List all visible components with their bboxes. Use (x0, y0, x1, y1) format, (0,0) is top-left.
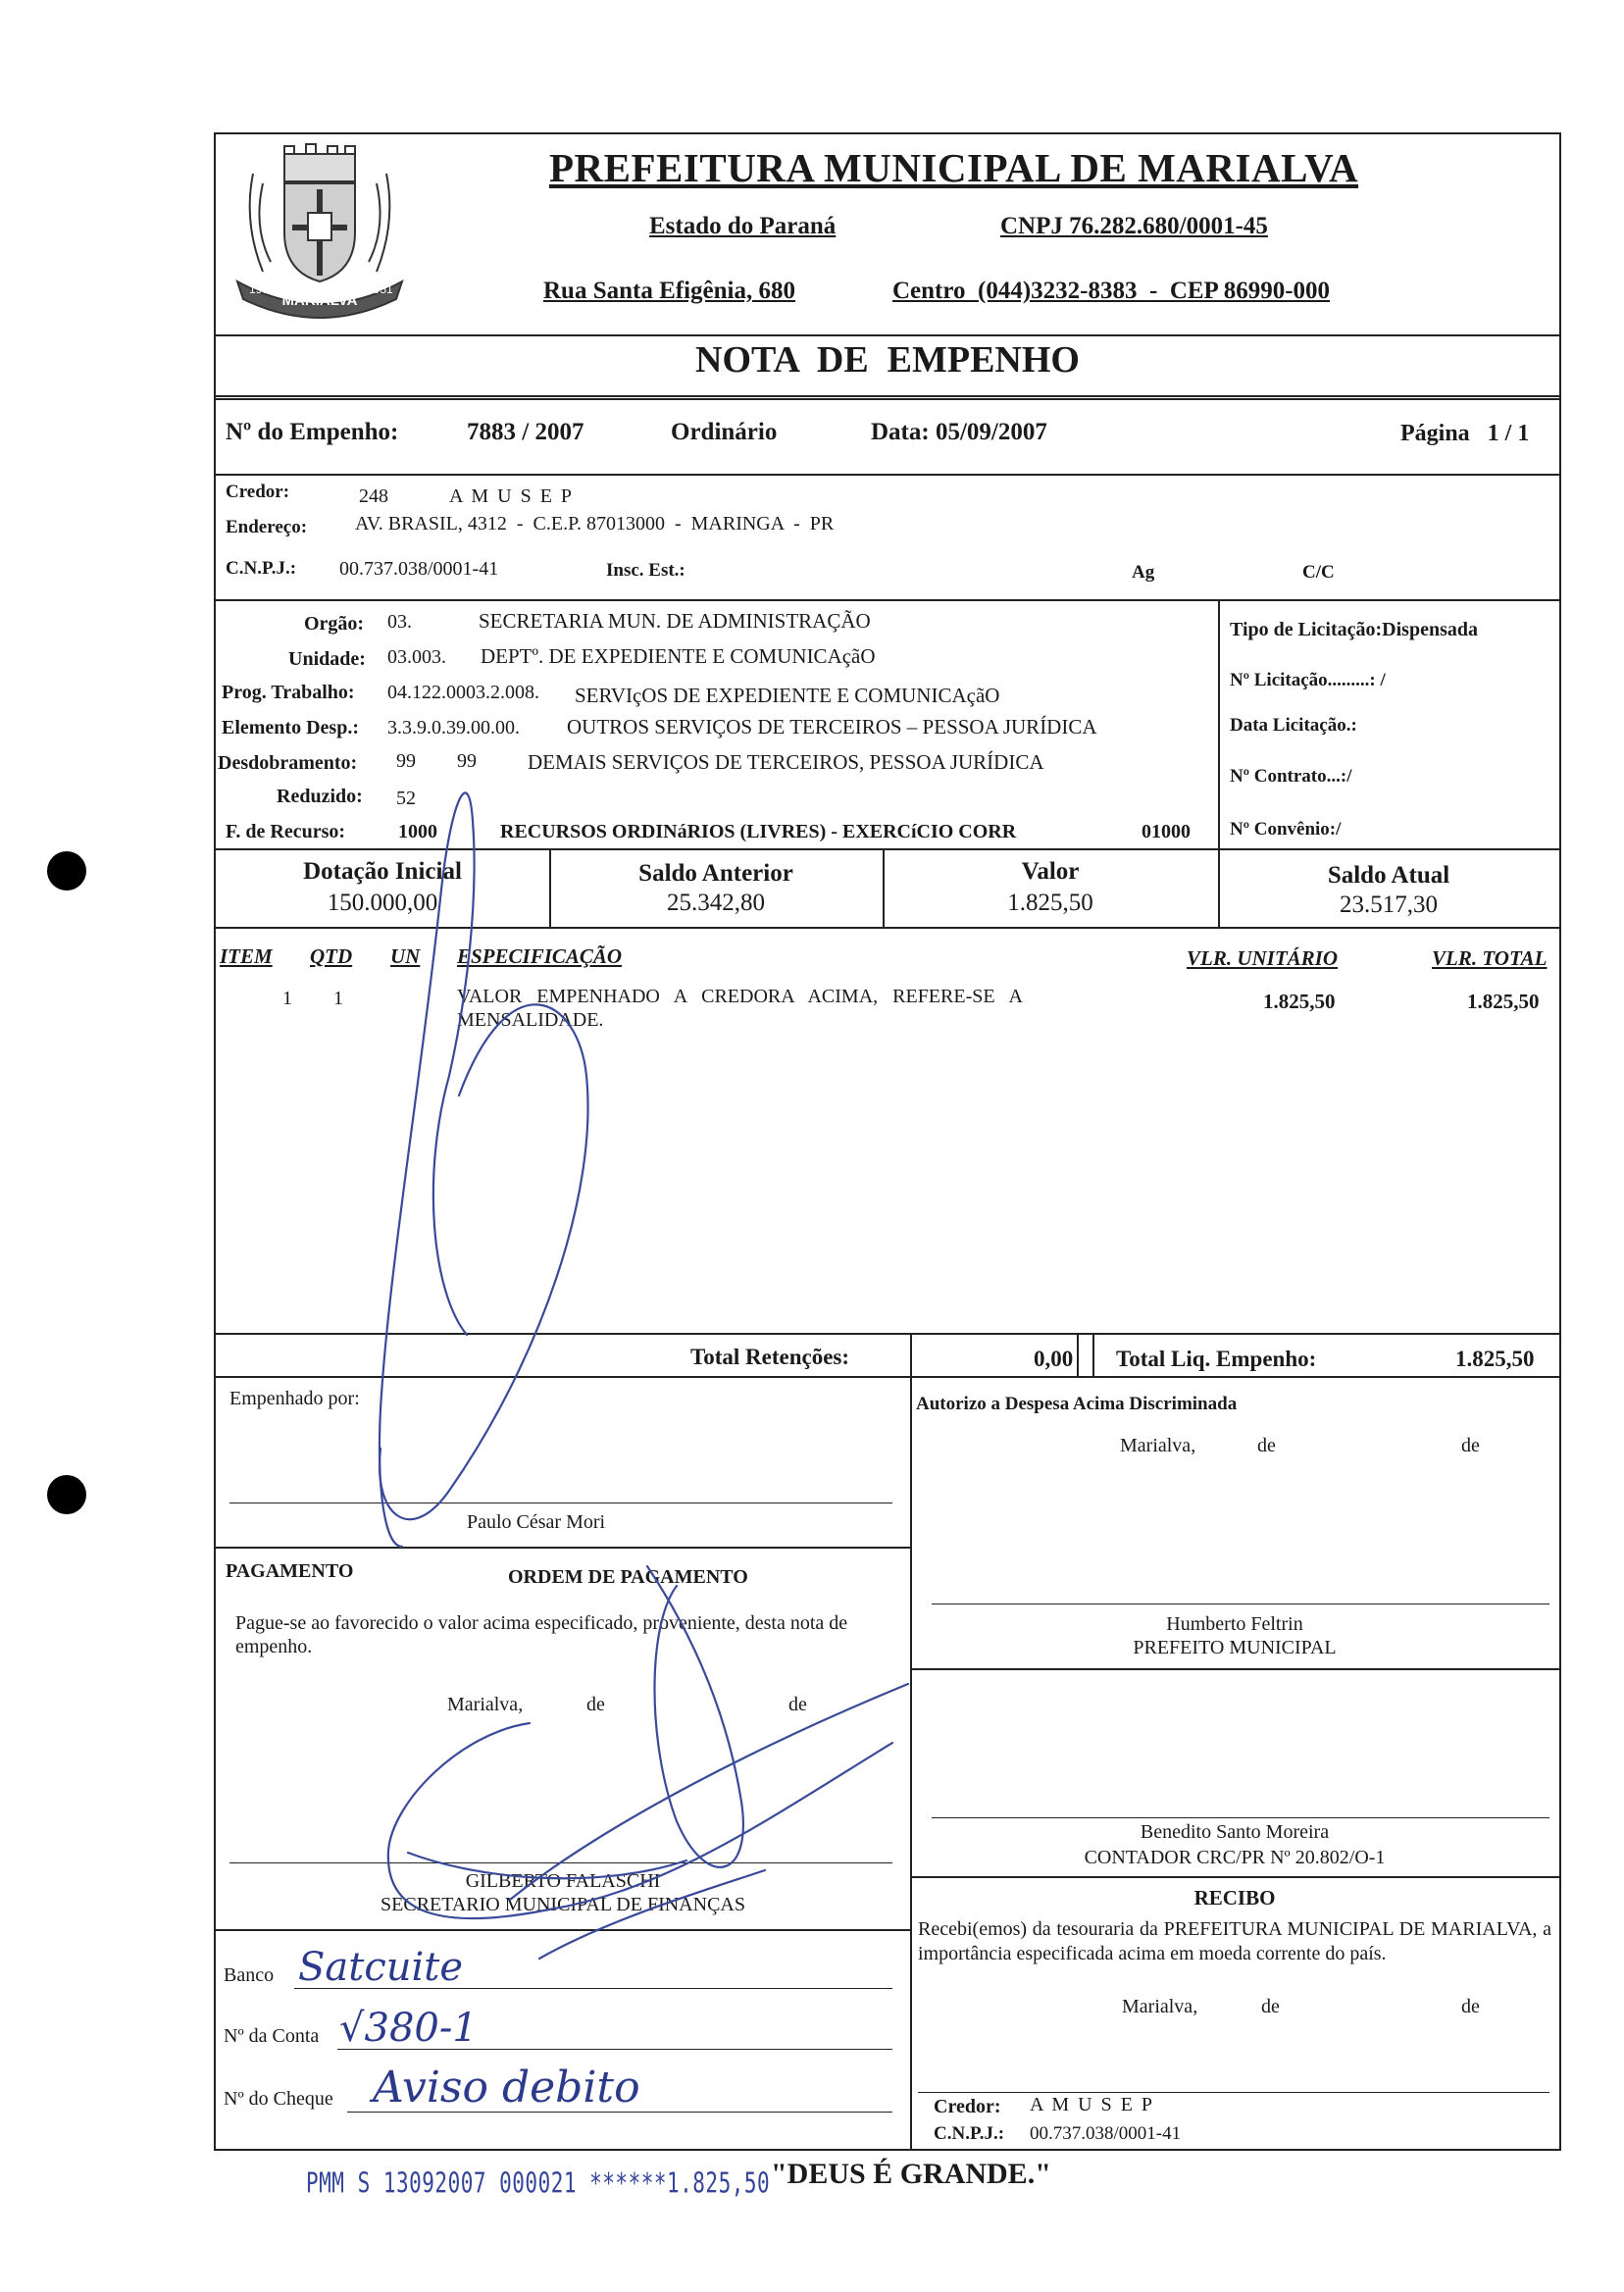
crest-banner-text: MARIALVA (281, 292, 358, 309)
cheque-label: Nº do Cheque (224, 2088, 333, 2110)
col-header-un: UN (390, 944, 421, 968)
cc-label: C/C (1302, 562, 1335, 583)
total-liq-value: 1.825,50 (1455, 1347, 1535, 1371)
prefeito-title: PREFEITO MUNICIPAL (1133, 1637, 1337, 1658)
secretario-title: SECRETARIO MUNICIPAL DE FINANÇAS (381, 1894, 745, 1915)
dotacao-value: 150.000,00 (327, 890, 438, 916)
elemento-code: 3.3.9.0.39.00.00. (387, 717, 520, 739)
cheque-value[interactable]: Aviso debito (373, 2063, 640, 2113)
desdobramento-label: Desdobramento: (218, 752, 358, 774)
contrato-numero: Nº Contrato...:/ (1230, 766, 1352, 787)
right-de-1: de (1257, 1435, 1276, 1456)
prog-trabalho-label: Prog. Trabalho: (222, 682, 355, 703)
credor-address: AV. BRASIL, 4312 - C.E.P. 87013000 - MARINGA - PR (355, 513, 835, 535)
item-vlr-unitario: 1.825,50 (1263, 990, 1336, 1013)
elemento-desc: OUTROS SERVIÇOS DE TERCEIROS – PESSOA JURÍDICA (567, 715, 1097, 739)
reduzido-value: 52 (396, 788, 416, 809)
desdobramento-code1: 99 (396, 750, 416, 772)
left-de-1: de (586, 1694, 605, 1715)
elemento-label: Elemento Desp.: (222, 717, 359, 739)
machine-stamp: PMM S 13092007 000021 ******1.825,50 (306, 2167, 771, 2200)
insc-est-label: Insc. Est.: (606, 560, 685, 581)
empenho-number-label: Nº do Empenho: (226, 419, 399, 445)
pagamento-label: PAGAMENTO (226, 1560, 354, 1582)
recurso-number: 01000 (1142, 821, 1191, 842)
autorizo-text: Autorizo a Despesa Acima Discriminada (916, 1394, 1238, 1414)
document-title: NOTA DE EMPENHO (695, 339, 1080, 381)
empenho-number: 7883 / 2007 (467, 419, 584, 445)
recibo-cnpj-label: C.N.P.J.: (934, 2123, 1005, 2144)
ag-label: Ag (1132, 562, 1155, 583)
licitacao-tipo-text: Tipo de Licitação:Dispensada (1230, 619, 1478, 640)
unidade-code: 03.003. (387, 646, 446, 668)
item-especificacao-line1: VALOR EMPENHADO A CREDORA ACIMA, REFERE-SE A (457, 986, 1023, 1007)
empenhado-por-name: Paulo César Mori (467, 1511, 606, 1533)
credor-label: Credor: (226, 482, 290, 502)
col-header-especificacao: ESPECIFICAÇÃO (457, 944, 623, 968)
empenho-type: Ordinário (671, 419, 778, 445)
recibo-text: Recebi(emos) da tesouraria da PREFEITURA MUNICIPAL DE MARIALVA, a importância especificada acima em moeda corrente do país. (918, 1918, 1551, 1964)
item-number: 1 (282, 988, 292, 1009)
pague-se-text: Pague-se ao favorecido o valor acima especificado, proveniente, desta nota de empenho. (235, 1612, 848, 1657)
banco-label: Banco (224, 1964, 275, 1986)
item-vlr-total: 1.825,50 (1467, 990, 1540, 1013)
crest-year-right: 1951 (367, 282, 393, 296)
convenio-numero: Nº Convênio:/ (1230, 819, 1342, 840)
footer-motto: "DEUS É GRANDE." (771, 2158, 1051, 2190)
recibo-city: Marialva, (1122, 1996, 1198, 2017)
binder-hole-top (47, 851, 86, 891)
empenhado-por-label: Empenhado por: (229, 1388, 360, 1409)
total-retencoes-value: 0,00 (1034, 1347, 1074, 1371)
handwritten-signature (216, 134, 1559, 2153)
recurso-label: F. de Recurso: (226, 821, 346, 842)
dotacao-label: Dotação Inicial (303, 858, 462, 885)
header-state: Estado do Paraná (649, 213, 837, 239)
col-header-item: ITEM (220, 944, 273, 968)
header-title: PREFEITURA MUNICIPAL DE MARIALVA (549, 145, 1359, 190)
cnpj-label: C.N.P.J.: (226, 558, 297, 579)
right-city: Marialva, (1120, 1435, 1196, 1456)
header-district-phone: Centro (044)3232-8383 - CEP 86990-000 (892, 278, 1331, 304)
col-header-vlr-total: VLR. TOTAL (1432, 946, 1548, 970)
contador-title: CONTADOR CRC/PR Nº 20.802/O-1 (1084, 1847, 1386, 1868)
total-retencoes-label: Total Retenções: (690, 1345, 850, 1369)
licitacao-data: Data Licitação.: (1230, 715, 1357, 736)
total-liq-label: Total Liq. Empenho: (1116, 1347, 1317, 1371)
empenho-date: Data: 05/09/2007 (871, 419, 1047, 445)
saldo-anterior-value: 25.342,80 (667, 890, 765, 916)
item-qtd: 1 (333, 988, 343, 1009)
binder-hole-bottom (47, 1475, 86, 1514)
credor-code: 248 (359, 485, 388, 507)
recibo-de-2: de (1461, 1996, 1480, 2017)
desdobramento-code2: 99 (457, 750, 477, 772)
unidade-label: Unidade: (288, 648, 366, 670)
recibo-label: RECIBO (1193, 1886, 1276, 1910)
orgao-code: 03. (387, 611, 412, 633)
licitacao-numero: Nº Licitação.........: / (1230, 670, 1386, 690)
saldo-atual-label: Saldo Atual (1327, 862, 1450, 889)
saldo-atual-value: 23.517,30 (1340, 891, 1438, 918)
col-header-qtd: QTD (310, 944, 353, 968)
orgao-label: Orgão: (304, 613, 365, 635)
nota-de-empenho-form (214, 132, 1561, 2151)
recibo-de-1: de (1261, 1996, 1280, 2017)
recibo-credor-name: A M U S E P (1030, 2094, 1155, 2115)
endereco-label: Endereço: (226, 517, 308, 537)
right-de-2: de (1461, 1435, 1480, 1456)
credor-name: A M U S E P (449, 485, 575, 507)
page-number: Página 1 / 1 (1400, 421, 1530, 446)
left-city: Marialva, (447, 1694, 524, 1715)
prog-trabalho-desc: SERVIçOS DE EXPEDIENTE E COMUNICAçãO (575, 684, 1000, 707)
col-header-vlr-unitario: VLR. UNITÁRIO (1187, 946, 1339, 970)
valor-label: Valor (1021, 858, 1080, 885)
recurso-desc: RECURSOS ORDINáRIOS (LIVRES) - EXERCíCIO CORR (500, 821, 1017, 842)
prefeito-name: Humberto Feltrin (1166, 1613, 1303, 1635)
prog-trabalho-code: 04.122.0003.2.008. (387, 682, 539, 703)
conta-label: Nº da Conta (224, 2025, 320, 2047)
contador-name: Benedito Santo Moreira (1140, 1821, 1330, 1843)
recibo-credor-label: Credor: (934, 2096, 1001, 2117)
ordem-pagamento-label: ORDEM DE PAGAMENTO (508, 1566, 748, 1588)
orgao-desc: SECRETARIA MUN. DE ADMINISTRAÇÃO (479, 609, 871, 633)
crest-year-left: 1951 (249, 282, 276, 296)
credor-cnpj: 00.737.038/0001-41 (339, 558, 499, 580)
reduzido-label: Reduzido: (277, 786, 363, 807)
recibo-cnpj: 00.737.038/0001-41 (1030, 2123, 1182, 2144)
conta-value[interactable]: √380-1 (339, 2006, 478, 2051)
left-de-2: de (788, 1694, 807, 1715)
secretario-name: GILBERTO FALASCHI (465, 1870, 661, 1892)
header-address: Rua Santa Efigênia, 680 (543, 278, 795, 304)
header-cnpj: CNPJ 76.282.680/0001-45 (1000, 213, 1268, 239)
desdobramento-desc: DEMAIS SERVIÇOS DE TERCEIROS, PESSOA JURÍDICA (528, 750, 1044, 774)
saldo-anterior-label: Saldo Anterior (638, 860, 793, 887)
recurso-code: 1000 (398, 821, 437, 842)
unidade-desc: DEPTº. DE EXPEDIENTE E COMUNICAçãO (481, 644, 876, 668)
valor-value: 1.825,50 (1007, 890, 1093, 916)
item-especificacao-line2: MENSALIDADE. (457, 1009, 604, 1031)
banco-value[interactable]: Satcuite (298, 1945, 464, 1990)
